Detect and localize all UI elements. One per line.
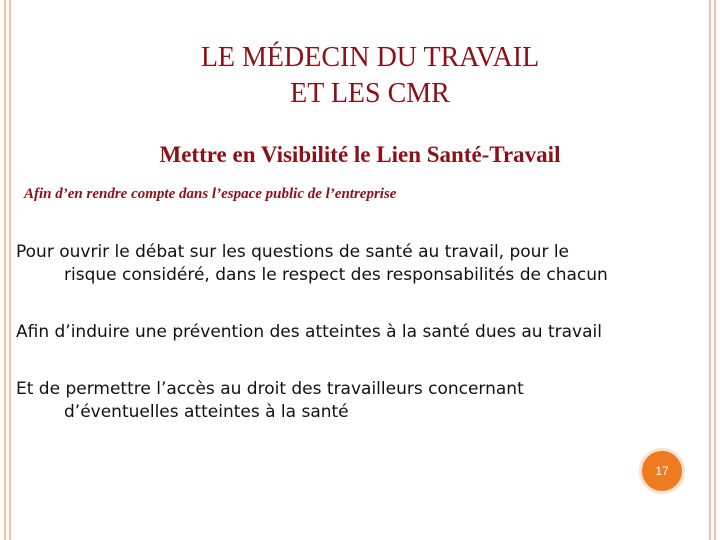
right-border-inner xyxy=(709,0,711,540)
list-item-line-2: d’éventuelles atteintes à la santé xyxy=(64,402,349,422)
list-item-line-2: risque considéré, dans le respect des responsabilités de chacun xyxy=(64,265,608,285)
list-item-line-1: Pour ouvrir le débat sur les questions de santé au travail, pour le xyxy=(16,242,570,262)
list-item xyxy=(16,378,706,424)
slide-title xyxy=(110,40,630,112)
left-border-inner xyxy=(9,0,11,540)
list-item xyxy=(16,241,706,287)
slide-tagline: Afin d’en rendre compte dans l’espace public de l’entreprise xyxy=(24,186,397,202)
right-border-outer xyxy=(714,0,716,540)
list-item xyxy=(16,321,706,344)
slide-subtitle: Mettre en Visibilité le Lien Santé-Travail xyxy=(159,142,561,167)
slide-title-line-1: LE MÉDECIN DU TRAVAIL xyxy=(200,42,540,73)
slide-title-line-2: ET LES CMR xyxy=(290,78,450,109)
left-border-outer xyxy=(4,0,6,540)
list-item-line-1: Et de permettre l’accès au droit des travailleurs concernant xyxy=(16,379,524,399)
page-number-badge: 17 xyxy=(639,448,685,494)
bullet-list xyxy=(16,241,706,424)
list-item-line-1: Afin d’induire une prévention des atteintes à la santé dues au travail xyxy=(16,322,602,342)
